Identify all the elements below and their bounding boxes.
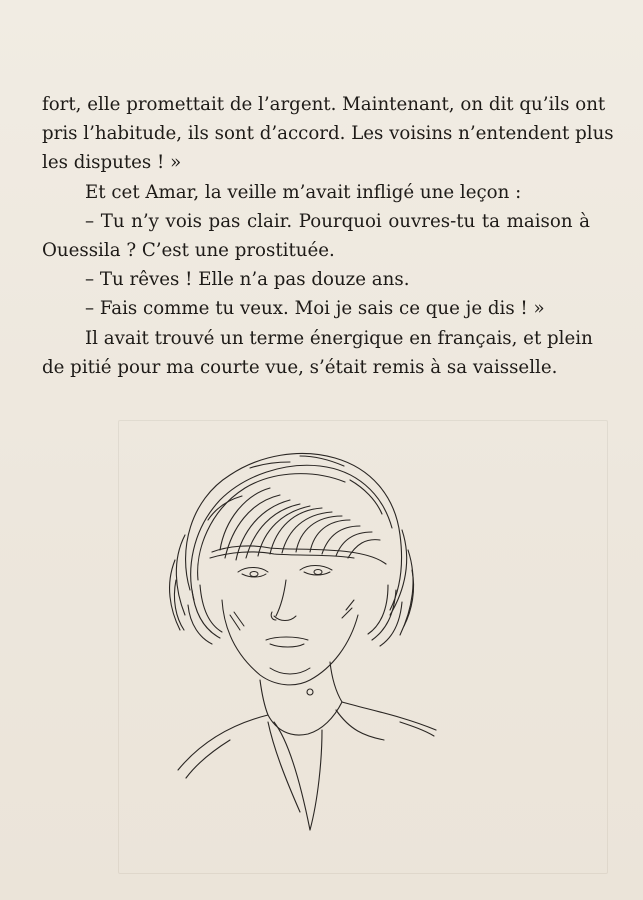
text-line-9: Il avait trouvé un terme énergique en français, et plein (85, 327, 593, 349)
text-line-1: fort, elle promettait de l’argent. Maintenant, on dit qu’ils ont (42, 94, 606, 115)
text-line-10: de pitié pour ma courte vue, s’était remis à sa vaisselle. (42, 356, 558, 378)
text-line-2: pris l’habitude, ils sont d’accord. Les voisins n’entendent plus (42, 123, 614, 145)
text-line-3: les disputes ! » (42, 152, 182, 174)
portrait-sketch (150, 440, 460, 850)
text-line-4: Et cet Amar, la veille m’avait infligé une leçon : (85, 181, 522, 203)
hair-strokes (170, 453, 414, 646)
text-line-5: – Tu n’y vois pas clair. Pourquoi ouvres-tu ta maison à (85, 210, 590, 232)
text-line-7: – Tu rêves ! Elle n’a pas douze ans. (85, 269, 410, 291)
body-text (42, 90, 614, 382)
portrait-illustration (150, 440, 460, 850)
text-line-6: Ouessila ? C’est une prostituée. (42, 239, 335, 261)
text-line-8: – Fais comme tu veux. Moi je sais ce que je dis ! » (85, 298, 545, 320)
garment-strokes (178, 662, 436, 830)
face-strokes (222, 566, 358, 685)
